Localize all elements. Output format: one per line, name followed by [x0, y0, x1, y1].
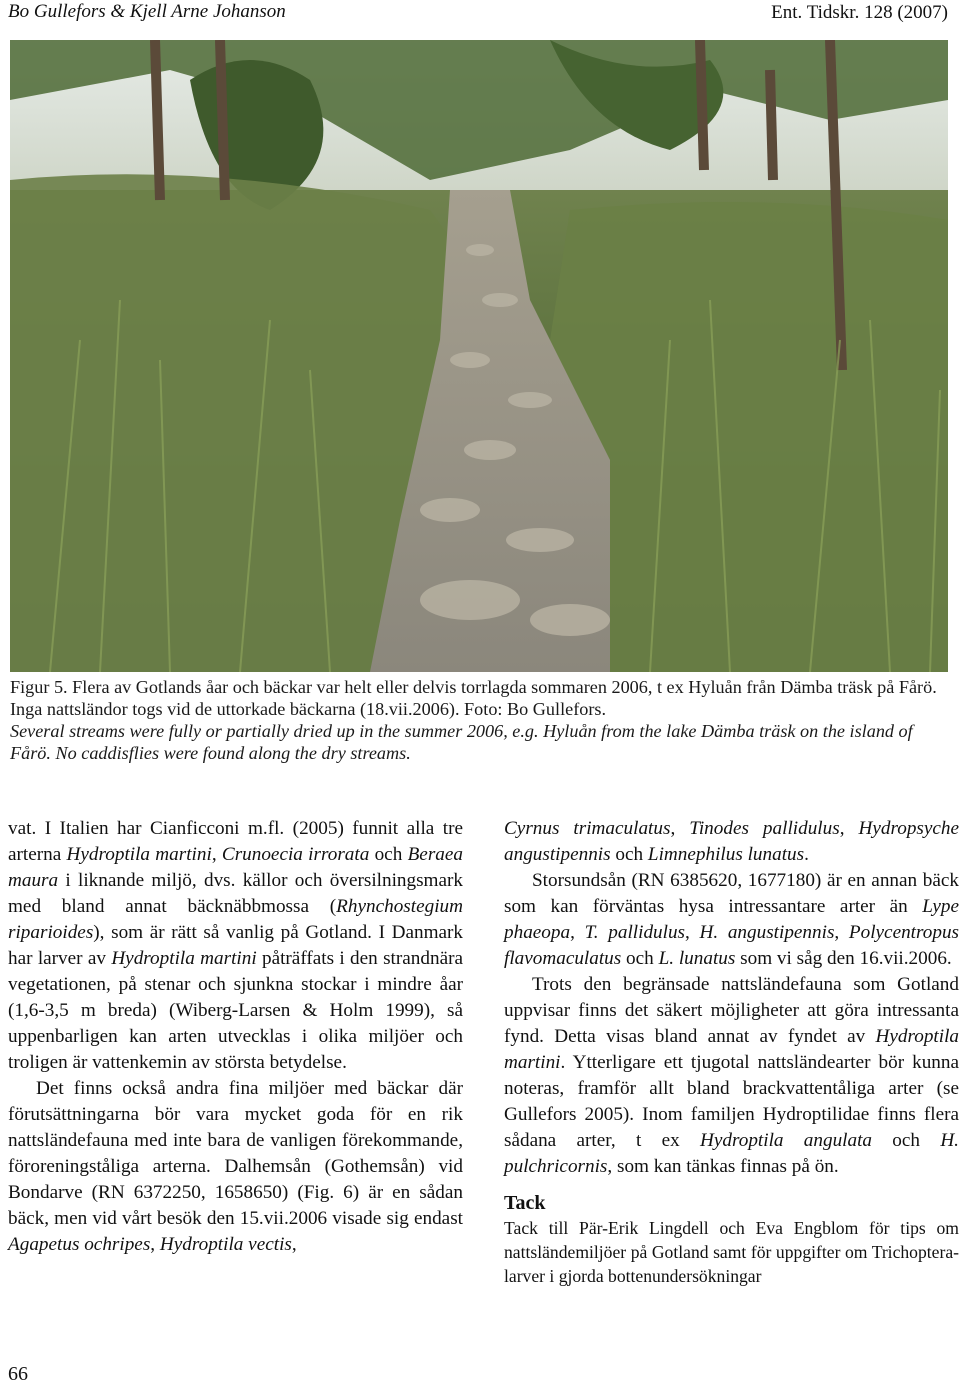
- species-name: Beraea maura: [8, 844, 463, 891]
- species-name: L. lunatus: [658, 948, 736, 969]
- text-run: som vi såg den 16.vii.2006.: [735, 948, 952, 969]
- species-name: Hydropsyche angustipennis: [504, 818, 960, 865]
- species-name: Crunoecia irrorata: [221, 844, 370, 865]
- text-run: påträffats i den strandnära vegetationen, på stenar och sjunkna stockar i mindre åar (1,6-3,5 m breda) (Wiberg-Larsen & Holm 1999), så uppenbarligen kan arten utvecklas i olika miljöer och troligen är vattenkemin av största betydelse.: [8, 948, 463, 1073]
- caption-swedish: Figur 5. Flera av Gotlands åar och bäckar var helt eller delvis torrlagda sommaren 2006, t ex Hyluån från Dämba träsk på Fårö. Inga nattsländor togs vid de uttorkade bäckarna (18.vii.2006). Foto: Bo Gullefors.: [10, 677, 937, 719]
- left-paragraph-2: [8, 1076, 463, 1258]
- text-run: ,: [685, 922, 700, 943]
- text-run: ,: [150, 1234, 160, 1255]
- species-name: H. angustipennis: [699, 922, 835, 943]
- species-name: H. pulchricornis: [504, 1130, 959, 1177]
- text-run: Det finns också andra fina miljöer med bäckar där förutsättningarna bör vara mycket goda för en rik nattsländefauna med inte bara de vanligen förekommande, föroreningståliga arterna. Dalhemsån (Gothemsån) vid Bondarve (RN 6372250, 1658650) (Fig. 6) är en sådan bäck, men vid vårt besök den 15.vii.2006 visade sig endast: [8, 1078, 463, 1229]
- species-name: T. pallidulus: [584, 922, 686, 943]
- right-column: [504, 816, 959, 1288]
- text-run: och: [369, 844, 408, 865]
- species-name: Lype phaeopa: [504, 896, 959, 943]
- species-name: Cyrnus trimaculatus: [504, 818, 671, 839]
- species-name: Hydroptila vectis: [159, 1234, 292, 1255]
- text-run: ,: [570, 922, 585, 943]
- species-name: Hydroptila martini: [66, 844, 212, 865]
- species-name: Limnephilus lunatus: [647, 844, 805, 865]
- right-paragraph-2: [504, 868, 959, 972]
- text-run: ,: [834, 922, 849, 943]
- text-run: ,: [291, 1234, 297, 1255]
- right-paragraph-1: [504, 816, 959, 868]
- left-paragraph-1: [8, 816, 463, 1076]
- text-run: ), som är rätt så vanlig på Gotland. I Danmark har larver av: [8, 922, 463, 969]
- species-name: Hydroptila martini: [504, 1026, 959, 1073]
- text-run: Trots den begränsade nattsländefauna som Gotland uppvisar finns det säkert möjligheter att göra intressanta fynd. Detta visas bland annat av fyndet av: [504, 974, 959, 1047]
- left-column: [8, 816, 463, 1258]
- right-paragraph-3: [504, 972, 959, 1180]
- running-header-journal: Ent. Tidskr. 128 (2007): [771, 2, 948, 23]
- species-name: Agapetus ochripes: [8, 1234, 151, 1255]
- figure-photo-dried-stream: [10, 40, 948, 672]
- text-run: ,: [670, 818, 690, 839]
- text-run: , som kan tänkas finnas på ön.: [607, 1156, 839, 1177]
- species-name: Rhynchostegium riparioides: [8, 896, 463, 943]
- text-run: i liknande miljö, dvs. källor och översilningsmark med bland annat bäcknäbbmossa (: [8, 870, 463, 917]
- text-run: ,: [211, 844, 222, 865]
- text-run: och: [872, 1130, 941, 1151]
- caption-english: Several streams were fully or partially dried up in the summer 2006, e.g. Hyluån from the lake Dämba träsk on the island of Fårö. No caddisflies were found along the dry streams.: [10, 721, 913, 763]
- text-run: vat. I Italien har Cianficconi m.fl. (2005) funnit alla tre arterna: [8, 818, 463, 865]
- species-name: Hydroptila martini: [111, 948, 257, 969]
- text-run: och: [621, 948, 659, 969]
- species-name: Tinodes pallidulus: [689, 818, 840, 839]
- species-name: Hydroptila angulata: [700, 1130, 873, 1151]
- acknowledgements-body: Tack till Pär-Erik Lingdell och Eva Engblom för tips om nattsländemiljöer på Gotland samt för uppgifter om Trichoptera-larver i gjorda bottenundersökningar: [504, 1218, 959, 1286]
- figure-caption: [10, 676, 958, 764]
- running-header-authors: Bo Gullefors & Kjell Arne Johanson: [8, 1, 286, 22]
- text-run: . Ytterligare ett tjugotal nattsländearter bör kunna noteras, framför allt bland brackvattentåliga arter (se Gullefors 2005). Inom familjen Hydroptilidae finns flera sådana arter, t ex: [504, 1052, 959, 1151]
- acknowledgements-heading: Tack: [504, 1192, 546, 1214]
- species-name: Polycentropus flavomaculatus: [504, 922, 960, 969]
- text-run: Storsundsån (RN 6385620, 1677180) är en annan bäck som kan förväntas hysa intressantare arter än: [504, 870, 959, 917]
- page-number: 66: [8, 1363, 28, 1385]
- text-run: .: [804, 844, 809, 865]
- text-run: och: [610, 844, 648, 865]
- text-run: ,: [839, 818, 859, 839]
